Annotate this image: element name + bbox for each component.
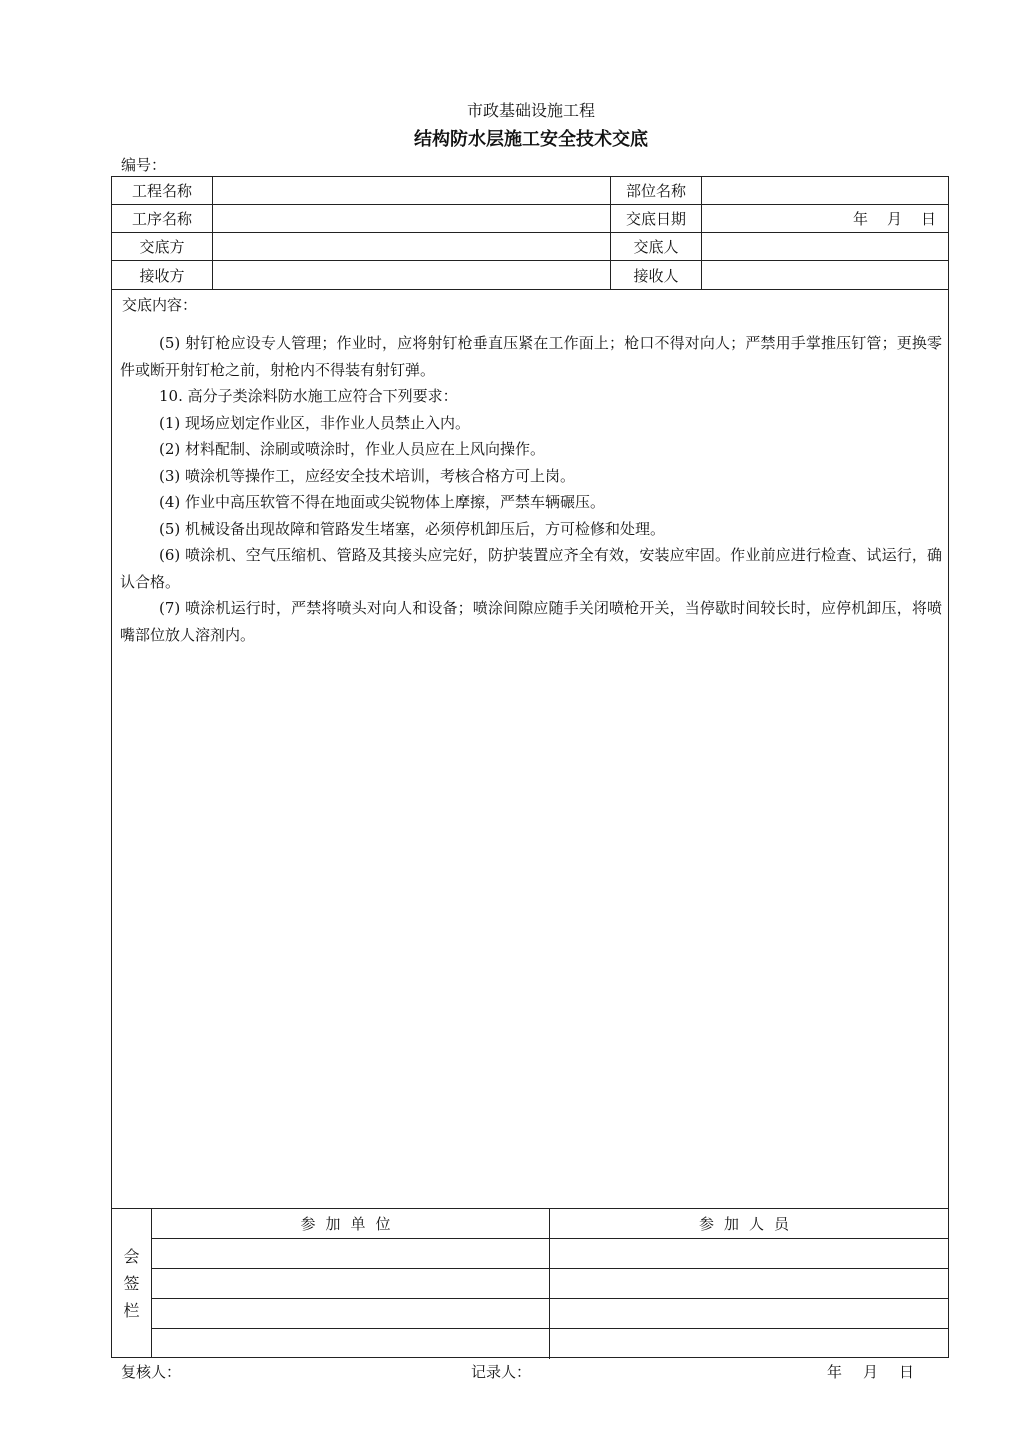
info-table <box>111 176 949 290</box>
signoff-header-row <box>152 1209 948 1239</box>
info-label: 工程名称 <box>112 177 213 204</box>
year-label: 年 <box>827 1363 843 1381</box>
content-paragraph: 10. 高分子类涂料防水施工应符合下列要求： <box>159 387 458 405</box>
people-cell[interactable] <box>550 1239 948 1268</box>
signoff-side-label <box>112 1209 152 1357</box>
receiving-party-field[interactable] <box>213 261 611 289</box>
content-paragraph: (4) 作业中高压软管不得在地面或尖锐物体上摩擦，严禁车辆碾压。 <box>159 493 606 511</box>
recorder-label: 记录人： <box>471 1363 532 1381</box>
info-row-briefer <box>112 233 948 261</box>
people-cell[interactable] <box>550 1299 948 1328</box>
col-header-people: 参加人员 <box>698 1215 799 1233</box>
unit-cell[interactable] <box>152 1329 550 1359</box>
content-paragraph: (5) 射钉枪应设专人管理；作业时，应将射钉枪垂直压紧在工作面上；枪口不得对向人；严禁用手掌推压钉管；更换零件或断开射钉枪之前，射枪内不得装有射钉弹。 <box>120 334 942 379</box>
document-subtitle: 市政基础设施工程 <box>466 101 595 120</box>
info-label: 接收方 <box>112 261 213 289</box>
briefing-content-box <box>111 289 949 1209</box>
people-cell[interactable] <box>550 1329 948 1359</box>
day-label: 日 <box>899 1363 915 1381</box>
content-body <box>120 330 942 648</box>
info-label: 交底日期 <box>611 205 702 232</box>
signoff-row <box>152 1239 948 1269</box>
signoff-table <box>111 1208 949 1358</box>
section-name-field[interactable] <box>702 177 948 204</box>
content-paragraph: (5) 机械设备出现故障和管路发生堵塞，必须停机卸压后，方可检修和处理。 <box>159 519 666 538</box>
date-parts <box>834 205 936 232</box>
signoff-row <box>152 1299 948 1329</box>
briefing-date-field[interactable] <box>702 205 948 232</box>
signoff-side-char: 签 <box>123 1273 140 1293</box>
info-row-process <box>112 205 948 233</box>
content-paragraph: (1) 现场应划定作业区，非作业人员禁止入内。 <box>159 413 471 432</box>
info-row-project <box>112 177 948 205</box>
unit-cell[interactable] <box>152 1269 550 1298</box>
col-header-unit: 参加单位 <box>152 1209 550 1238</box>
info-label: 接收人 <box>611 261 702 289</box>
signoff-row <box>152 1269 948 1299</box>
content-paragraph: (6) 喷涂机、空气压缩机、管路及其接头应完好，防护装置应齐全有效，安装应牢固。作业前应进行检查、试运行，确认合格。 <box>120 546 942 591</box>
info-label: 工序名称 <box>112 205 213 232</box>
people-cell[interactable] <box>550 1269 948 1298</box>
signoff-side-char: 会 <box>123 1246 140 1266</box>
unit-cell[interactable] <box>152 1239 550 1268</box>
project-name-field[interactable] <box>213 177 611 204</box>
unit-cell[interactable] <box>152 1299 550 1328</box>
document-title: 结构防水层施工安全技术交底 <box>414 129 648 150</box>
content-label: 交底内容： <box>122 296 198 314</box>
document-number-label: 编号： <box>121 156 167 174</box>
month-label: 月 <box>863 1363 879 1381</box>
year-label: 年 <box>852 210 868 228</box>
info-label: 部位名称 <box>611 177 702 204</box>
signoff-grid <box>152 1209 948 1357</box>
reviewer-label: 复核人： <box>121 1363 182 1381</box>
footer-date <box>827 1361 935 1382</box>
signoff-side-char: 栏 <box>123 1300 140 1320</box>
briefing-person-field[interactable] <box>702 233 948 260</box>
day-label: 日 <box>920 210 936 228</box>
info-label: 交底方 <box>112 233 213 260</box>
signoff-row <box>152 1329 948 1359</box>
content-paragraph: (3) 喷涂机等操作工，应经安全技术培训，考核合格方可上岗。 <box>159 466 576 485</box>
content-paragraph: (2) 材料配制、涂刷或喷涂时，作业人员应在上风向操作。 <box>159 440 546 458</box>
info-row-receiver <box>112 261 948 289</box>
info-label: 交底人 <box>611 233 702 260</box>
content-paragraph: (7) 喷涂机运行时，严禁将喷头对向人和设备；喷涂间隙应随手关闭喷枪开关，当停歇时间较长时，应停机卸压，将喷嘴部位放人溶剂内。 <box>120 599 942 644</box>
receiving-person-field[interactable] <box>702 261 948 289</box>
process-name-field[interactable] <box>213 205 611 232</box>
month-label: 月 <box>886 210 902 228</box>
briefing-party-field[interactable] <box>213 233 611 260</box>
